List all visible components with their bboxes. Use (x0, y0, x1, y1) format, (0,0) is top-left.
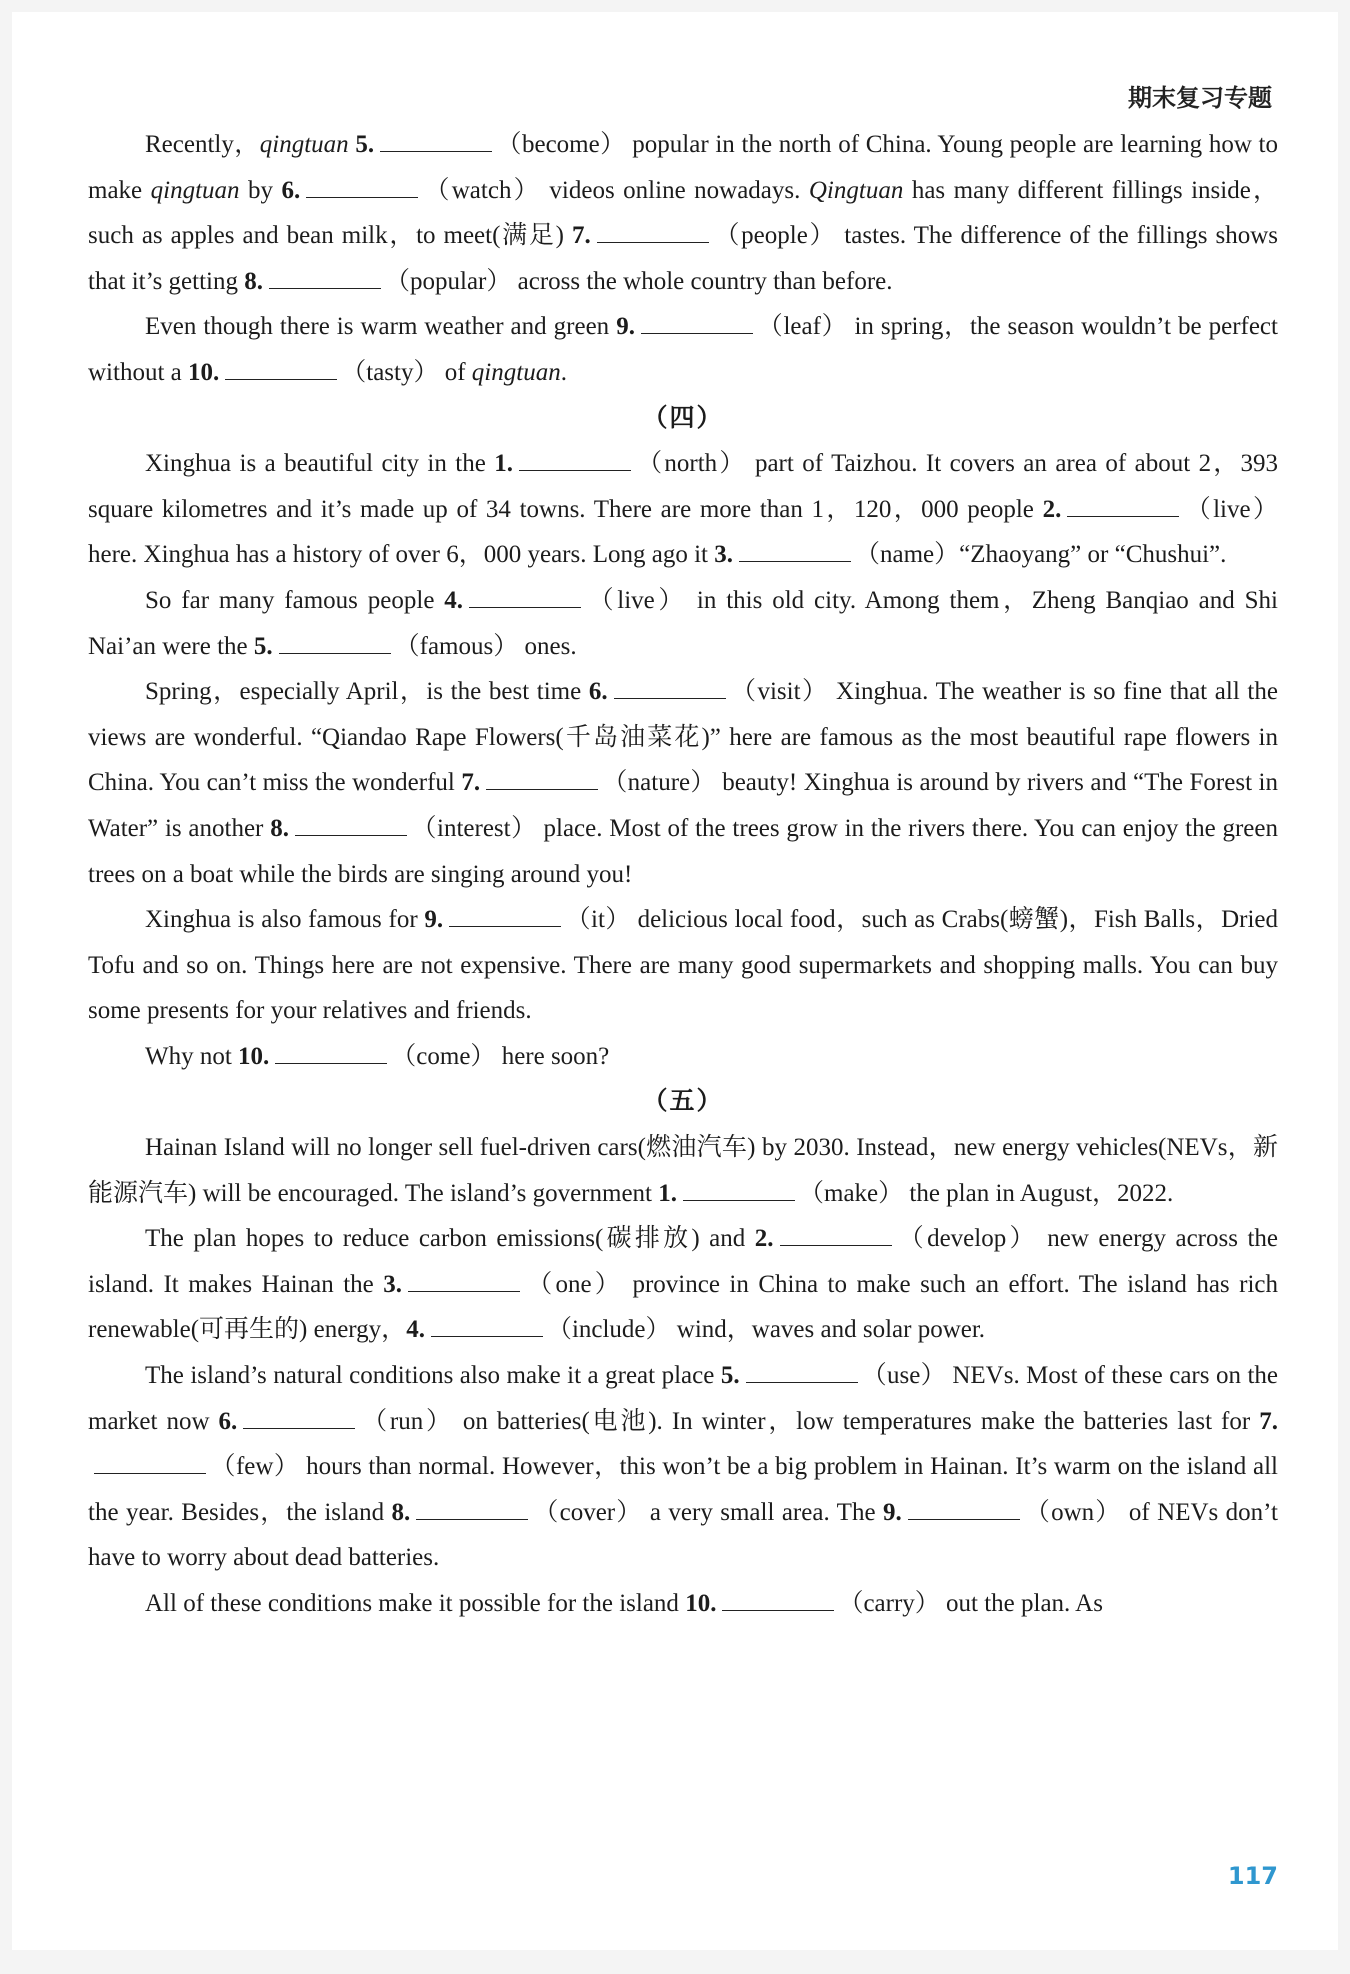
italic-term: qingtuan (259, 131, 349, 158)
text-run: on batteries(电池). In winter，low temperatures make the batteries last for (453, 1407, 1260, 1435)
answer-blank[interactable] (269, 264, 381, 289)
word-hint: （people） (712, 222, 837, 250)
text-run: Xinghua. The weather is so fine that all the views are wonderful. “Qiandao Rape Flowers(千岛油菜花)” here are famous as the most beautiful rape flowers in China. You can’t miss the wonderful (88, 678, 1278, 797)
text-run: hours than normal. However，this won’t be a big problem in Hainan. It’s warm on the island all the year. Besides，the island (88, 1453, 1279, 1526)
word-hint: （develop） (895, 1225, 1038, 1253)
question-number: 1. (494, 450, 513, 478)
paragraph (88, 122, 1278, 304)
paragraph (88, 1353, 1278, 1581)
word-hint: （interest） (410, 814, 537, 842)
answer-blank[interactable] (243, 1404, 355, 1429)
text-run: across the whole country than before. (511, 267, 893, 295)
word-hint: （watch） (422, 176, 541, 204)
question-number: 6. (281, 176, 301, 204)
question-number: 8. (244, 267, 263, 295)
worksheet-page (12, 12, 1338, 1950)
text-run: Recently， (145, 131, 260, 158)
italic-term: qingtuan (471, 358, 561, 386)
answer-blank[interactable] (641, 309, 753, 334)
text-run: Why not (145, 1042, 239, 1070)
word-hint: （use） (861, 1362, 946, 1390)
word-hint: （make） (799, 1179, 904, 1207)
text-run: NEVs. Most of these cars on the market now (88, 1362, 1278, 1435)
question-number: 9. (616, 313, 635, 341)
text-run: Even though there is warm weather and green (145, 313, 617, 341)
text-run: part of Taizhou. It covers an area of about 2，393 square kilometres and it’s made up of 34 towns. There are more than 1，120，000 people (88, 450, 1278, 523)
answer-blank[interactable] (722, 1586, 834, 1611)
word-hint: （carry） (838, 1590, 940, 1617)
text-run: wind，waves and solar power. (670, 1316, 986, 1344)
text-run: here. Xinghua has a history of over 6，000 years. Long ago it (88, 541, 715, 569)
page-content (88, 122, 1278, 1627)
text-run: out the plan. As (939, 1590, 1103, 1617)
text-run: The island’s natural conditions also make it a great place (145, 1362, 721, 1390)
italic-term: Qingtuan (808, 176, 904, 204)
question-number: 10. (238, 1042, 270, 1070)
text-run: So far many famous people (145, 586, 445, 614)
text-run: a very small area. The (642, 1498, 883, 1526)
paragraph (88, 441, 1278, 578)
word-hint: （famous） (394, 632, 519, 660)
paragraph (88, 669, 1278, 897)
text-run: videos online nowadays. (540, 176, 809, 204)
question-number: 2. (754, 1225, 774, 1253)
question-number: 8. (391, 1498, 411, 1526)
answer-blank[interactable] (519, 446, 631, 471)
question-number: 7. (461, 769, 481, 797)
answer-blank[interactable] (279, 629, 391, 654)
word-hint: （tasty） (341, 358, 439, 386)
paragraph (88, 304, 1278, 395)
answer-blank[interactable] (408, 1267, 520, 1292)
word-hint: （live） (1183, 495, 1278, 523)
answer-blank[interactable] (94, 1449, 206, 1474)
answer-blank[interactable] (306, 173, 418, 198)
text-run: place. Most of the trees grow in the rivers there. You can enjoy the green trees on a boat while the birds are singing around you! (88, 814, 1278, 888)
word-hint: （name） (854, 541, 960, 569)
question-number: 6. (218, 1407, 238, 1435)
text-run: beauty! Xinghua is around by rivers and “The Forest in Water” is another (88, 769, 1278, 842)
page-number: 117 (1227, 1862, 1278, 1890)
question-number: 9. (882, 1498, 902, 1526)
text-run: in this old city. Among them，Zheng Banqiao and Shi Nai’an were the (88, 586, 1278, 660)
word-hint: （it） (565, 906, 631, 934)
text-run: Hainan Island will no longer sell fuel-driven cars(燃油汽车) by 2030. Instead，new energy vehicles(NEVs，新能源汽车) will be encouraged. The island’s government (88, 1134, 1278, 1207)
answer-blank[interactable] (908, 1495, 1020, 1520)
text-run: “Zhaoyang” or “Chushui”. (959, 541, 1227, 569)
text-run: . (560, 358, 567, 386)
question-number: 4. (406, 1316, 425, 1344)
text-run: has many different fillings inside，such as apples and bean milk，to meet(满足) (88, 176, 1279, 250)
question-number: 7. (1259, 1407, 1278, 1435)
word-hint: （become） (496, 131, 626, 158)
word-hint: （own） (1023, 1498, 1122, 1526)
answer-blank[interactable] (1067, 492, 1179, 517)
word-hint: （leaf） (756, 313, 848, 341)
text-run: popular in the north of China. Young people are learning how to make (88, 131, 1279, 204)
text-run: new energy across the island. It makes Hainan the (88, 1225, 1279, 1298)
answer-blank[interactable] (225, 355, 337, 380)
paragraph (88, 1216, 1278, 1353)
answer-blank[interactable] (780, 1221, 892, 1246)
text-run: Spring，especially April，is the best time (145, 678, 589, 706)
question-number: 1. (658, 1179, 677, 1207)
question-number: 10. (685, 1590, 717, 1617)
answer-blank[interactable] (431, 1312, 543, 1337)
word-hint: （run） (359, 1407, 454, 1435)
answer-blank[interactable] (380, 127, 492, 152)
text-run: of (438, 358, 472, 386)
word-hint: （north） (635, 450, 747, 478)
question-number: 9. (424, 906, 444, 934)
text-run: Xinghua is also famous for (145, 906, 425, 934)
text-run: delicious local food，such as Crabs(螃蟹)，Fish Balls，Dried Tofu and so on. Things here are not expensive. There are many good supermarkets and shopping malls. You can buy some presents for your relatives and friends. (88, 906, 1278, 1025)
question-number: 4. (444, 586, 464, 614)
answer-blank[interactable] (275, 1039, 387, 1064)
question-number: 6. (588, 678, 608, 706)
word-hint: （live） (585, 586, 688, 614)
question-number: 5. (720, 1362, 740, 1390)
section-title: （四） (642, 404, 724, 432)
word-hint: （few） (210, 1453, 300, 1481)
italic-term: qingtuan (150, 176, 240, 204)
answer-blank[interactable] (739, 537, 851, 562)
header-tag: 期末复习专题 (1128, 84, 1272, 112)
word-hint: （include） (546, 1316, 671, 1344)
text-run: province in China to make such an effort. The island has rich renewable(可再生的) energy， (88, 1270, 1278, 1344)
text-run: The plan hopes to reduce carbon emissions(碳排放) and (145, 1225, 755, 1253)
text-run: tastes. The difference of the fillings shows that it’s getting (88, 222, 1279, 295)
question-number: 5. (355, 131, 375, 158)
section-title: （五） (642, 1088, 724, 1116)
paragraph (88, 1581, 1278, 1627)
word-hint: （nature） (602, 769, 716, 797)
answer-blank[interactable] (614, 674, 726, 699)
text-run: Xinghua is a beautiful city in the (145, 450, 495, 478)
word-hint: （one） (523, 1270, 623, 1298)
answer-blank[interactable] (469, 583, 581, 608)
paragraph (88, 578, 1278, 669)
answer-blank[interactable] (746, 1358, 858, 1383)
paragraph (88, 1034, 1278, 1080)
answer-blank[interactable] (449, 902, 561, 927)
word-hint: （come） (391, 1042, 496, 1070)
answer-blank[interactable] (597, 218, 709, 243)
text-run: of NEVs don’t have to worry about dead batteries. (88, 1498, 1278, 1572)
text-run: ones. (518, 632, 577, 660)
question-number: 5. (253, 632, 273, 660)
question-number: 3. (714, 541, 733, 569)
paragraph (88, 1125, 1278, 1216)
answer-blank[interactable] (486, 765, 598, 790)
word-hint: （cover） (532, 1498, 643, 1526)
question-number: 3. (383, 1270, 402, 1298)
question-number: 7. (571, 222, 591, 250)
text-run: in spring，the season wouldn’t be perfect without a (88, 313, 1278, 386)
text-run: by (239, 176, 282, 204)
answer-blank[interactable] (295, 811, 407, 836)
text-run: the plan in August，2022. (903, 1179, 1174, 1207)
word-hint: （popular） (385, 267, 512, 295)
paragraph (88, 897, 1278, 1034)
question-number: 10. (188, 358, 220, 386)
answer-blank[interactable] (416, 1495, 528, 1520)
question-number: 8. (270, 814, 289, 842)
text-run: here soon? (495, 1042, 610, 1070)
question-number: 2. (1042, 495, 1062, 523)
word-hint: （visit） (729, 678, 829, 706)
answer-blank[interactable] (683, 1176, 795, 1201)
text-run: All of these conditions make it possible for the island (145, 1590, 686, 1617)
